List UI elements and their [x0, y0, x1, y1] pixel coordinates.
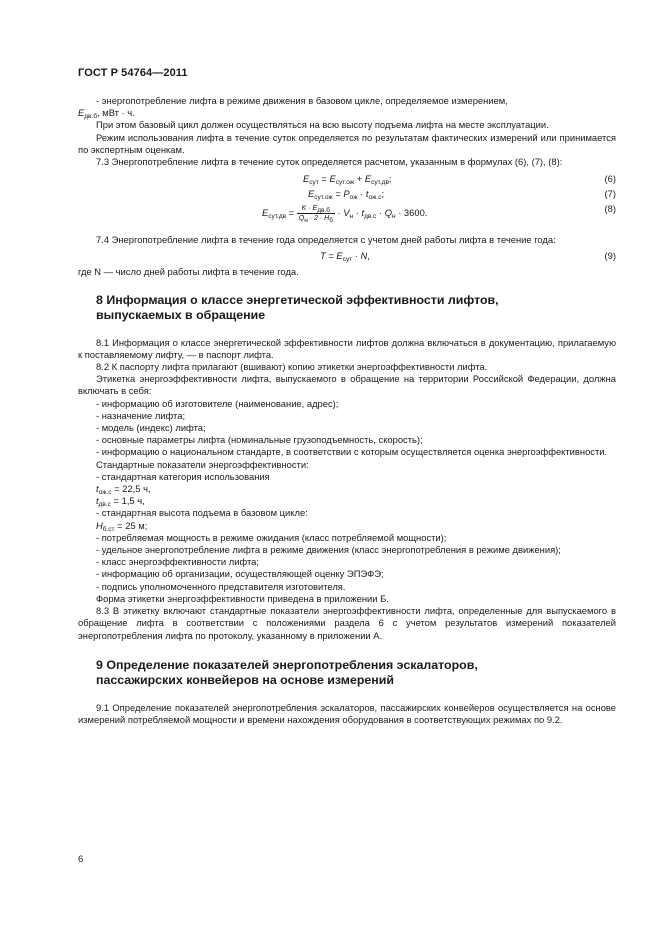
- document-header: ГОСТ Р 54764—2011: [78, 67, 188, 79]
- paragraph-8-2: 8.2 К паспорту лифта прилагают (вшивают) копию этикетки энергоэффективности лифта.: [96, 361, 488, 373]
- formula-7: [78, 188, 616, 203]
- list-item: - информацию об организации, осуществляющей оценку ЭПЭФЭ;: [96, 568, 384, 580]
- paragraph-7-3: 7.3 Энергопотребление лифта в течение суток определяется расчетом, указанным в формулах (6), (7), (8):: [96, 156, 563, 168]
- list-item: - подпись уполномоченного представителя изготовителя.: [96, 580, 346, 592]
- formula-6-number: (6): [604, 173, 616, 185]
- paragraph-usage-mode: Режим использования лифта в течение суток определяется по результатам фактических измерений или принимается по экспертным оценкам.: [78, 131, 616, 155]
- formula-7-body: $E_{сут.ож} = P_{ож} \cdot t_{ож.с}$;: [308, 188, 385, 202]
- page-body: [78, 95, 616, 726]
- section-9-title-line1: 9 Определение показателей энергопотребления эскалаторов,: [96, 657, 478, 672]
- formula-9: [78, 250, 616, 266]
- formula-6: [78, 173, 616, 188]
- paragraph-move-energy-unit: [78, 107, 616, 119]
- paragraph-8-3: 8.3 В этикетку включают стандартные показатели энергоэффективности лифта, определенные для выпускаемого в обращение лифта в соответствии с положениями раздела 6 с учетом результатов измерений показателей энергопотребления лифта по протоколу, указанному в приложении А.: [78, 605, 616, 641]
- list-item: - удельное энергопотребление лифта в режиме движения (класс энергопотребления в режиме движения);: [96, 544, 561, 556]
- list-item: - назначение лифта;: [96, 409, 186, 421]
- list-item: - потребляемая мощность в режиме ожидания (класс потребляемой мощности);: [96, 531, 447, 543]
- formula-9-body: $T = E_{сут} \cdot N$,: [320, 250, 370, 264]
- formula-9-number: (9): [604, 250, 616, 262]
- formula-8: [78, 203, 616, 229]
- list-item: - информацию об изготовителе (наименование, адрес);: [96, 397, 339, 409]
- var-e: E: [78, 107, 85, 119]
- formula-6-body: $E_{сут} = E_{сут.ож} + E_{сут.дв}$;: [303, 173, 392, 187]
- list-item: - модель (индекс) лифта;: [96, 422, 206, 434]
- paragraph-8-1: 8.1 Информация о классе энергетической эффективности лифтов должна включаться в документацию, прилагаемую к поставляемому лифту, — в паспорт лифта.: [78, 336, 616, 360]
- section-8-title-line2: выпускаемых в обращение: [96, 307, 266, 322]
- page-number: 6: [78, 853, 84, 864]
- value-t-wait: $t_{ож.с} = 22,5$ ч,: [96, 483, 151, 497]
- list-item: - основные параметры лифта (номинальные грузоподъемность, скорость);: [96, 434, 423, 446]
- paragraph-7-4: 7.4 Энергопотребление лифта в течение года определяется с учетом дней работы лифта в течение года:: [96, 234, 556, 246]
- paragraph-standard-indicators: Стандартные показатели энергоэффективности:: [96, 458, 309, 470]
- value-t-move: $t_{дв.с} = 1,5$ ч,: [96, 495, 145, 509]
- list-item: - стандартная категория использования: [96, 470, 270, 482]
- section-9-title-line2: пассажирских конвейеров на основе измерений: [96, 672, 395, 687]
- value-h-base: $H_{б.ст} = 25$ м;: [96, 519, 148, 533]
- unit-text: , мВт · ч.: [97, 107, 135, 119]
- paragraph-9-1: 9.1 Определение показателей энергопотребления эскалаторов, пассажирских конвейеров осуществляется на основе измерений потребляемой мощности и времени нахождения оборудования в соответствующих режимах по 9.2.: [78, 701, 616, 725]
- paragraph-where-n: где N — число дней работы лифта в течение года.: [78, 266, 299, 278]
- list-item: - стандартная высота подъема в базовом цикле:: [96, 507, 308, 519]
- formula-8-number: (8): [604, 203, 616, 215]
- paragraph-label-form: Форма этикетки энергоэффективности приведена в приложении Б.: [96, 592, 389, 604]
- formula-7-number: (7): [604, 188, 616, 200]
- list-item: - информацию о национальном стандарте, в соответствии с которым осуществляется оценка энергоэффективности.: [96, 446, 608, 458]
- paragraph-label-content: Этикетка энергоэффективности лифта, выпускаемого в обращение на территории Российской Федерации, должна включать в себя:: [78, 373, 616, 397]
- section-8-title-line1: 8 Информация о классе энергетической эффективности лифтов,: [96, 292, 499, 307]
- formula-8-fraction: $\frac{K \cdot E_{дв.б}}{Q_н \cdot 2 \cdot H_б}$: [298, 205, 333, 225]
- list-item: - класс энергоэффективности лифта;: [96, 556, 259, 568]
- formula-8-body: $E_{сут.дв}$ = $\frac{K \cdot E_{дв.б}}{Q_н \cdot 2 \cdot H_б}$ · $V_н \cdot t_{дв.с} \cdot Q_н \cdot 3600$.: [262, 205, 428, 225]
- paragraph-base-cycle: При этом базовый цикл должен осуществляться на всю высоту подъема лифта на месте эксплуатации.: [96, 119, 549, 131]
- var-e-sub: дв.б: [84, 113, 98, 121]
- paragraph-move-energy: - энергопотребление лифта в режиме движения в базовом цикле, определяемое измерением,: [96, 95, 508, 106]
